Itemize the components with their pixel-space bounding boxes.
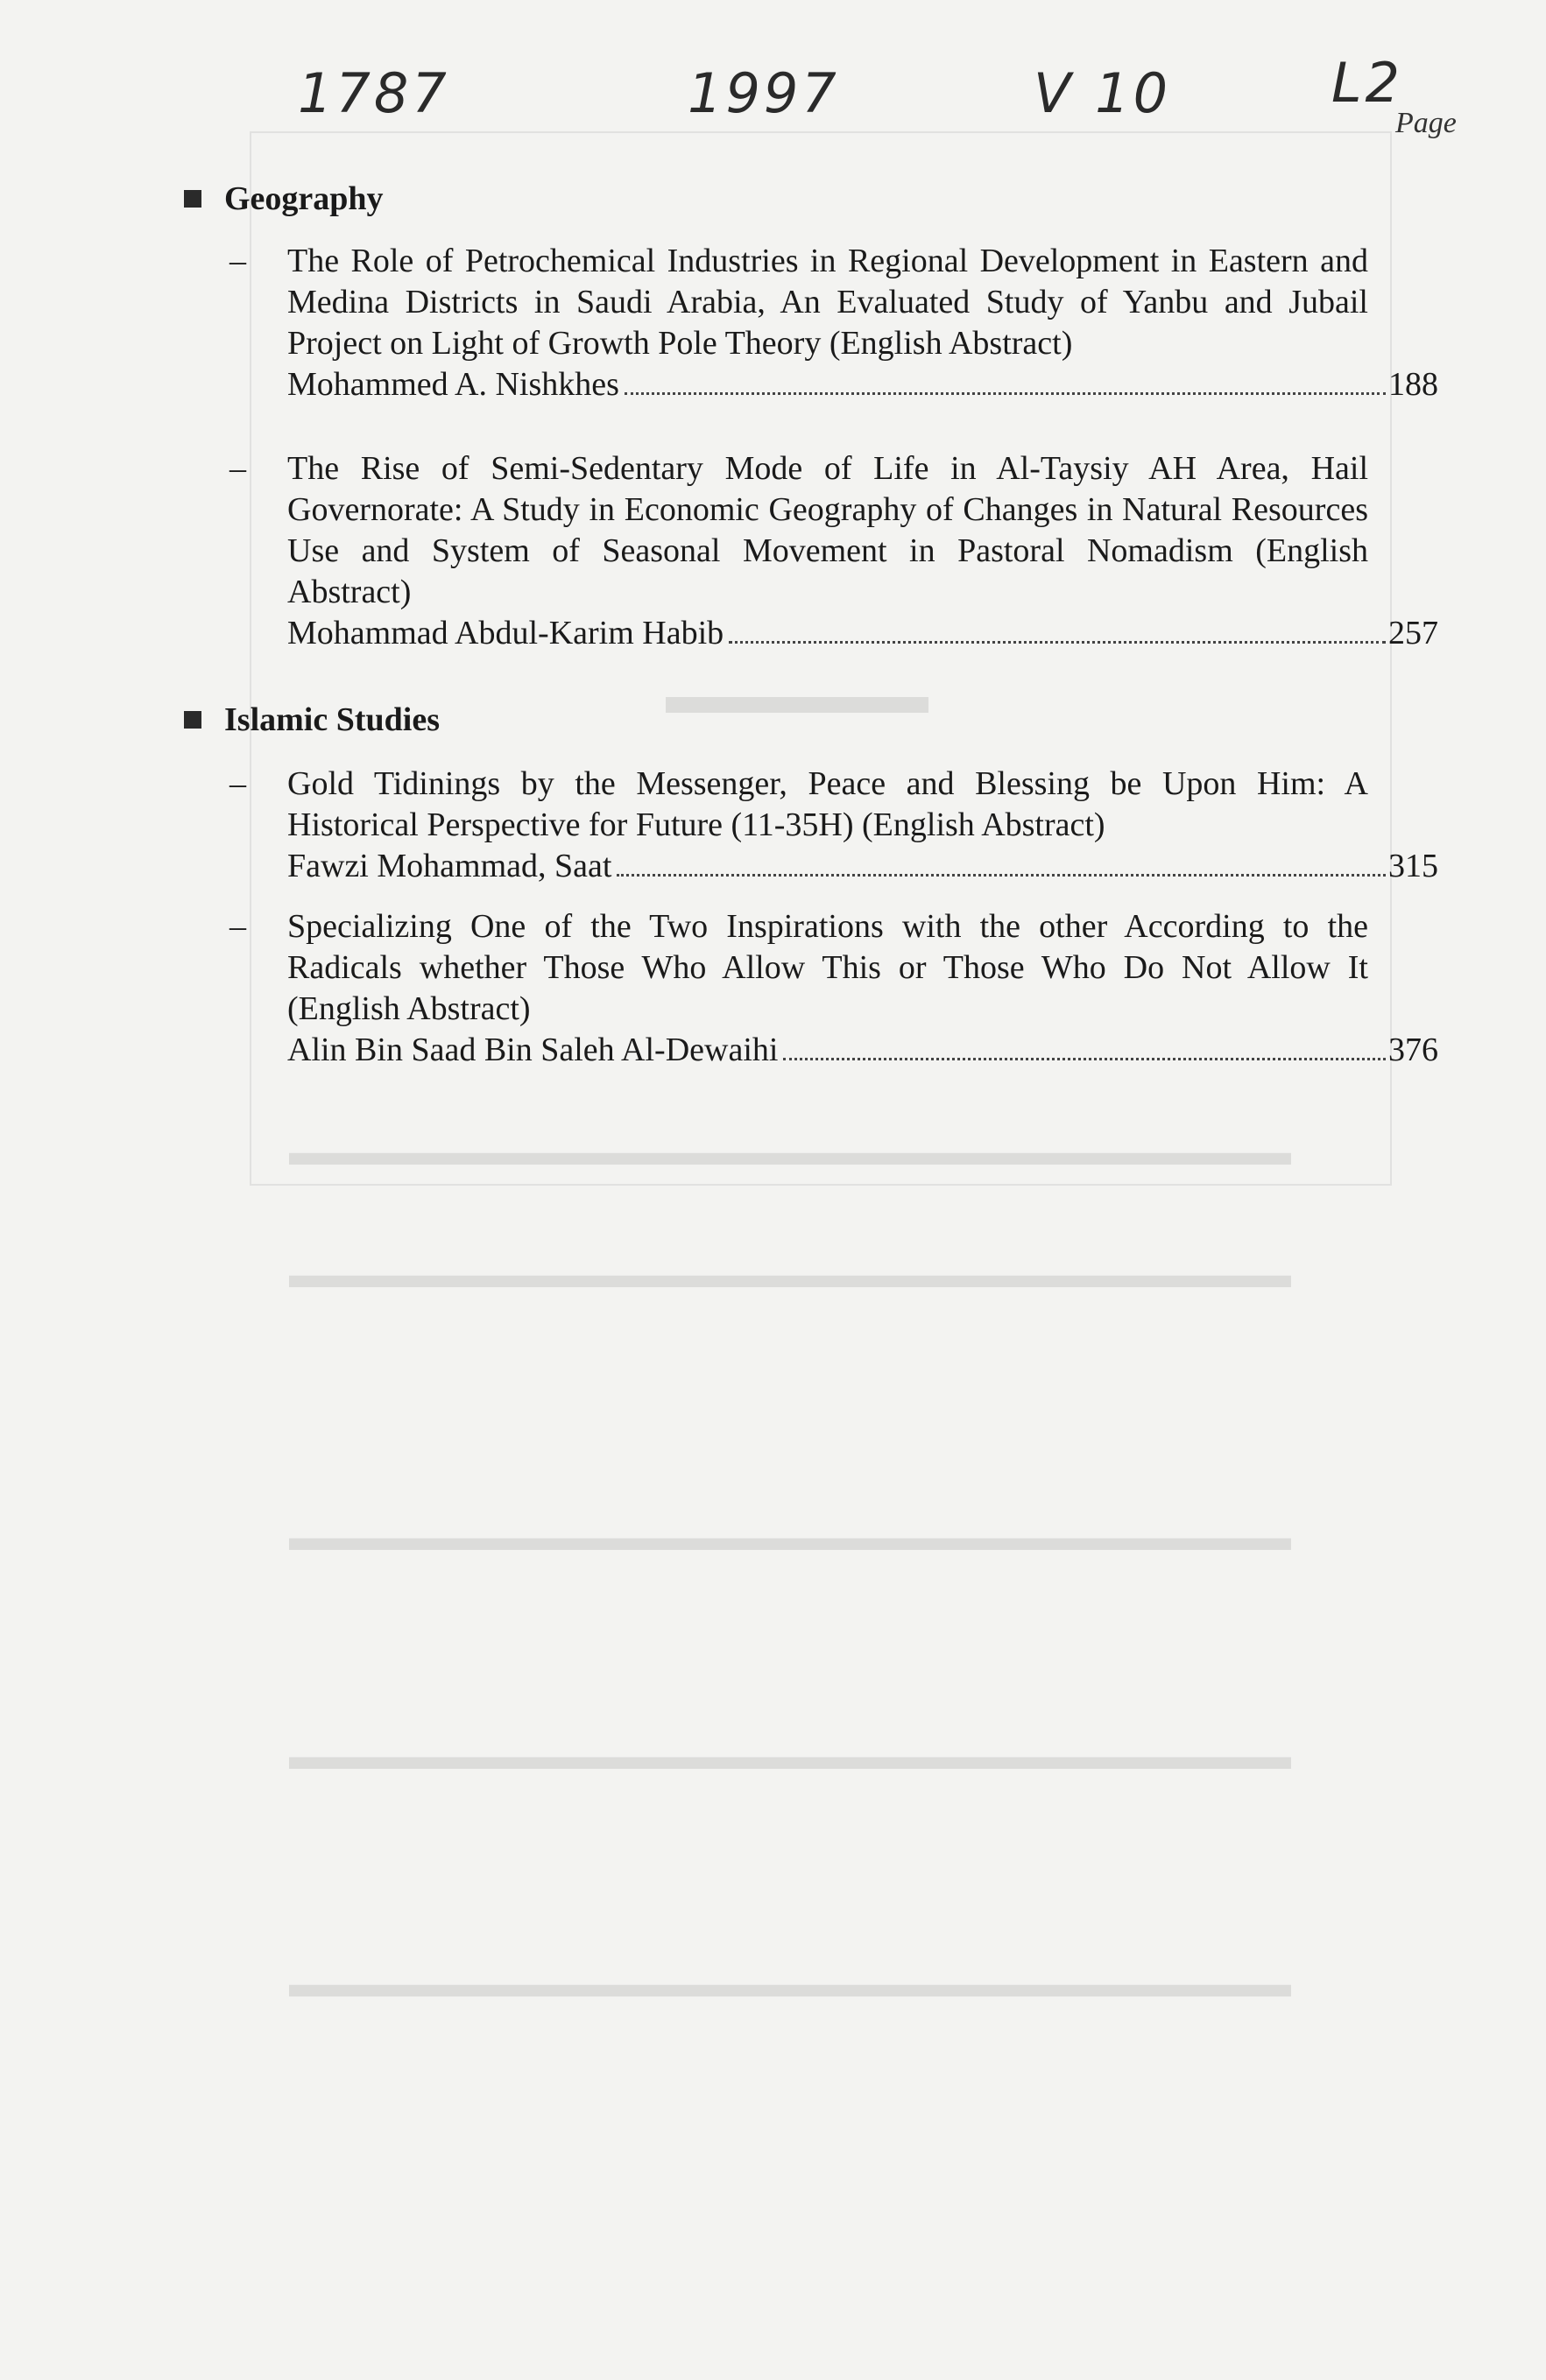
dot-leader <box>617 874 1386 877</box>
page-column-label: Page <box>1395 107 1457 139</box>
section-heading-islamic-studies <box>184 701 440 739</box>
entry-author-line <box>287 846 1438 887</box>
entry-page-number: 188 <box>1388 366 1438 403</box>
handwritten-note: 1787 <box>298 61 450 125</box>
entry-title: The Role of Petrochemical Industries in Regional Development in Eastern and Medina Districts in Saudi Arabia, An Evaluated Study of Yanbu and Jubail Project on Light of Growth Pole Theory (English Abstract) <box>287 243 1368 362</box>
bleed-through-text: ▬▬▬▬▬▬▬▬▬▬▬▬▬▬▬▬▬▬▬▬▬▬▬▬▬▬ <box>289 1735 1291 1778</box>
entry-author-line <box>287 1030 1438 1071</box>
handwritten-note: L2 <box>1331 51 1403 115</box>
toc-entry[interactable] <box>229 241 1438 405</box>
bleed-through-text: ▬▬▬▬▬▬▬▬▬▬▬▬▬▬▬▬▬▬▬▬▬▬▬▬▬▬ <box>289 1962 1291 2005</box>
dash-icon: – <box>229 908 246 945</box>
handwritten-note: V 10 <box>1034 61 1172 125</box>
entry-author: Fawzi Mohammad, Saat <box>287 848 612 884</box>
bleed-through-text: ▬▬▬▬▬▬▬▬▬▬▬▬▬▬▬▬▬▬▬▬▬▬▬▬▬▬ <box>289 1253 1291 1296</box>
entry-page-number: 257 <box>1388 615 1438 651</box>
entry-page-number: 315 <box>1388 848 1438 884</box>
toc-entry[interactable] <box>229 764 1438 887</box>
square-bullet-icon <box>184 711 201 729</box>
dash-icon: – <box>229 450 246 487</box>
bleed-through-text: ▬▬▬▬▬▬▬▬▬▬▬▬▬▬▬▬▬▬▬▬▬▬▬▬▬▬ <box>289 1516 1291 1559</box>
entry-author: Alin Bin Saad Bin Saleh Al-Dewaihi <box>287 1032 779 1068</box>
entry-title: Specializing One of the Two Inspirations with the other According to the Radicals whether Those Who Allow This or Those Who Do Not Allow It (English Abstract) <box>287 908 1368 1027</box>
section-heading-geography <box>184 180 384 218</box>
entry-author-line <box>287 613 1438 654</box>
section-title: Geography <box>224 180 384 217</box>
bleed-through-text: ▬▬▬▬▬▬▬▬▬▬▬▬▬▬▬▬▬▬▬▬▬▬▬▬▬▬ <box>289 1130 1291 1173</box>
entry-author-line <box>287 364 1438 405</box>
handwritten-note: 1997 <box>688 61 840 125</box>
dash-icon: – <box>229 243 246 279</box>
entry-title: Gold Tidinings by the Messenger, Peace and Blessing be Upon Him: A Historical Perspective for Future (11-35H) (English Abstract) <box>287 765 1368 843</box>
toc-entry[interactable] <box>229 448 1438 654</box>
bleed-through-text: ▬▬▬▬▬ <box>666 666 928 724</box>
square-bullet-icon <box>184 190 201 208</box>
entry-author: Mohammad Abdul-Karim Habib <box>287 615 724 651</box>
entry-title: The Rise of Semi-Sedentary Mode of Life in Al-Taysiy AH Area, Hail Governorate: A Study in Economic Geography of Changes in Natural Resources Use and System of Seasonal Movement in Pastoral Nomadism (English Abstract) <box>287 450 1368 610</box>
dot-leader <box>625 392 1386 395</box>
section-title: Islamic Studies <box>224 701 440 738</box>
dot-leader <box>729 641 1386 644</box>
toc-entry[interactable] <box>229 906 1438 1071</box>
entry-page-number: 376 <box>1388 1032 1438 1068</box>
dash-icon: – <box>229 765 246 802</box>
entry-author: Mohammed A. Nishkhes <box>287 366 619 403</box>
dot-leader <box>783 1058 1386 1060</box>
